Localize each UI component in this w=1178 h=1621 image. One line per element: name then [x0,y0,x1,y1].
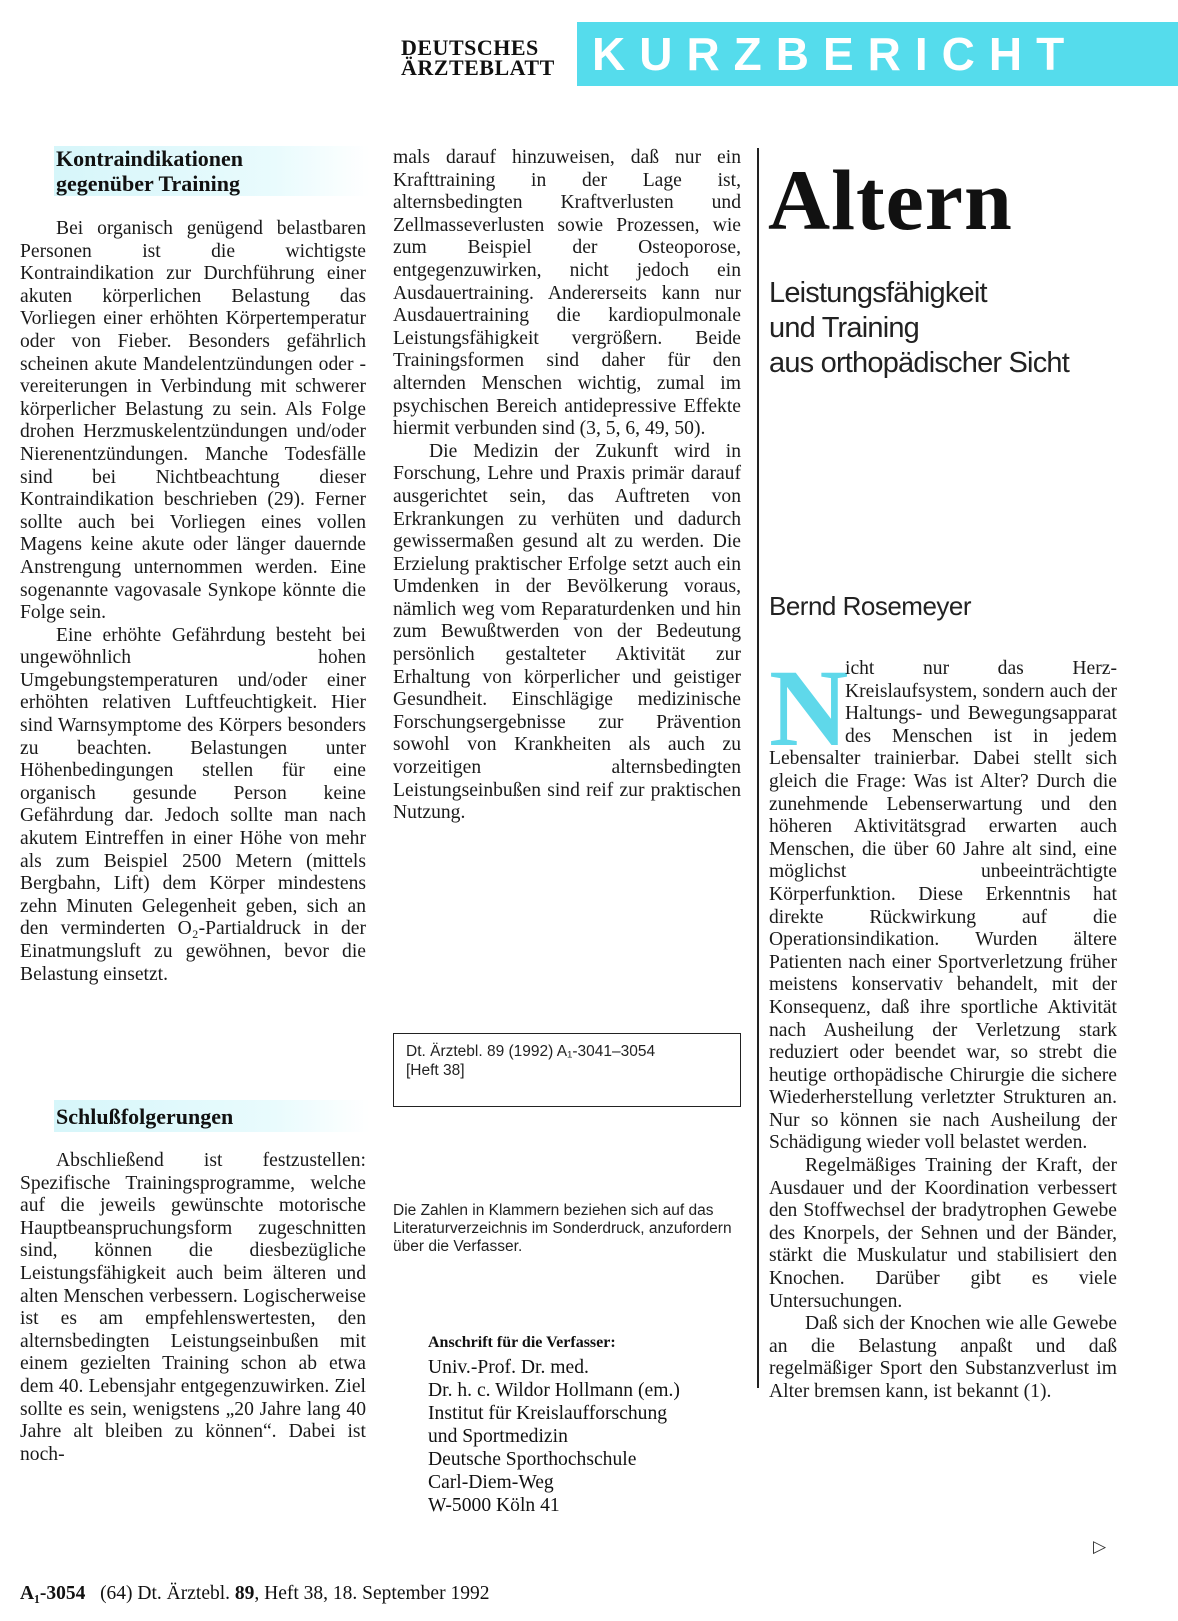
address-line: Dr. h. c. Wildor Hollmann (em.) [428,1380,680,1401]
address-line: Institut für Kreislaufforschung [428,1403,668,1424]
address-label: Anschrift für die Verfasser: [428,1334,616,1351]
address-line: Univ.-Prof. Dr. med. [428,1357,589,1378]
paragraph: mals darauf hinzuweisen, daß nur ein Krafttraining in der Lage ist, alternsbedingten Kraftverlusten und Zellmasseverlusten sowie Prozessen, wie zum Beispiel der Osteoporose, entgegenzuwirken, nicht jedoch ein Ausdauertraining. Andererseits kann nur Ausdauertraining die kardiopulmonale Leistungsfähigkeit vergrößern. Beide Trainingsformen sind daher für den alternden Menschen wichtig, zumal im psychischen Bereich antidepressive Effekte hiermit verbunden sind (3, 5, 6, 49, 50). [393,147,741,440]
address-line: Carl-Diem-Weg [428,1472,554,1493]
subtitle-line: Leistungsfähigkeit [769,277,987,309]
conclusion-heading: Schlußfolgerungen [56,1104,234,1129]
masthead-logo [401,35,571,80]
column-1 [20,218,366,986]
paragraph: Regelmäßiges Training der Kraft, der Ausdauer und der Koordination verbessert den Stoffwechsel der bradytrophen Gewebe des Knorpels, der Sehnen und der Bänder, stärkt die Muskulatur und stabilisiert den Knochen. Darüber gibt es viele Untersuchungen. [769,1155,1117,1312]
section-banner-label: KURZBERICHT [592,28,1079,80]
paragraph: Die Medizin der Zukunft wird in Forschung, Lehre und Praxis primär darauf ausgerichtet sein, das Auftreten von Erkrankungen zu verhüten und dadurch gewissermaßen gesund alt zu werden. Die Erzielung praktischer Erfolge setzt auch ein Umdenken in der Bevölkerung voraus, nämlich weg vom Reparaturdenken und hin zum Bewußtwerden von der Bedeutung persönlich gestalteter Aktivität zur Erhaltung von körperlicher und geistiger Gesundheit. Einschlägige medizinische Forschungsergebnisse zur Prävention sowohl von Krankheiten als auch zu vorzeitigen alternsbedingten Leistungseinbußen sind reif zur praktischen Nutzung. [393,440,741,824]
article-title: Altern [768,152,1013,248]
page-number: A₁-3054 [20,1583,86,1604]
footer-date: , Heft 38, 18. September 1992 [254,1583,490,1604]
article-subtitle [769,276,1159,381]
drop-cap: N [769,647,849,769]
masthead-line2: ÄRZTEBLATT [401,55,555,80]
address-block [428,1356,680,1517]
reference-note: Die Zahlen in Klammern beziehen sich auf das Literaturverzeichnis im Sonderdruck, anzufordern über die Verfasser. [393,1202,732,1255]
page-footer [20,1583,489,1605]
footer-issue: (64) Dt. Ärztebl. [100,1583,231,1604]
column-1-conclusion [20,1150,366,1466]
footer-volume: 89 [234,1583,255,1604]
subtitle-line: aus orthopädischer Sicht [769,347,1069,379]
citation-line1: Dt. Ärztebl. 89 (1992) A₁-3041–3054 [406,1043,656,1060]
paragraph: Eine erhöhte Gefährdung besteht bei ungewöhnlich hohen Umgebungstemperaturen und/oder einer erhöhten relativen Luftfeuchtigkeit. Hier sind Warnsymptome des Körpers besonders zu beachten. Belastungen unter Höhenbedingungen stellen für eine organisch gesunde Person keine Gefährdung dar. Jedoch sollte man nach akutem Eintreffen in einer Höhe von mehr als zum Beispiel 2500 Metern (mittels Bergbahn, Lift) dem Körper mindestens zehn Minuten Gelegenheit geben, sich an den verminderten O₂-Partialdruck in der Einatmungsluft zu gewöhnen, bevor die Belastung einsetzt. [20,624,366,985]
continue-arrow-icon: ▷ [1093,1537,1107,1556]
column-3 [769,647,1117,1404]
dropcap-spacer [769,658,845,748]
column-divider [757,148,759,1388]
paragraph: Abschließend ist festzustellen: Spezifische Trainingsprogramme, welche auf die jeweils gewünschte motorische Hauptbeanspruchungsform zugeschnitten sind, können die diesbezügliche Leistungsfähigkeit auch beim älteren und alten Menschen verbessern. Logischerweise ist es am empfehlenswertesten, den alternsbedingten Leistungseinbußen mit einem gezielten Training schon ab etwa dem 40. Lebensjahr entgegenzuwirken. Ziel sollte es sein, wenigstens „20 Jahre lang 40 Jahre alt bleiben zu können“. Dabei ist noch- [20,1150,366,1465]
address-line: Deutsche Sporthochschule [428,1449,637,1470]
address-line: W-5000 Köln 41 [428,1495,560,1516]
paragraph: Daß sich der Knochen wie alle Gewebe an die Belastung anpaßt und daß regelmäßiger Sport den Substanzverlust im Alter bremsen kann, ist bekannt (1). [769,1313,1117,1402]
masthead-line1: DEUTSCHES [401,35,539,60]
paragraph: Bei organisch genügend belastbaren Personen ist die wichtigste Kontraindikation zur Durchführung einer akuten körperlichen Belastung das Vorliegen einer erhöhten Körpertemperatur oder von Fieber. Besonders gefährlich scheinen akute Mandelentzündungen oder -vereiterungen in Verbindung mit schwerer körperlicher Belastung zu sein. Als Folge drohen Herzmuskelentzündungen und/oder Nierenentzündungen. Manche Todesfälle sind bei Nichtbeachtung dieser Kontraindikation beschrieben (29). Ferner sollte auch bei Vorliegen eines vollen Magens keine akute oder länger dauernde Anstrengung unternommen werden. Eine sogenannte vagovasale Synkope könnte die Folge sein. [20,218,366,624]
article-author: Bernd Rosemeyer [769,591,972,621]
address-line: und Sportmedizin [428,1426,568,1447]
contra-heading-line1: Kontraindikationen [56,146,244,171]
citation-line2: [Heft 38] [406,1062,465,1079]
column-2 [393,147,741,825]
paragraph: icht nur das Herz-Kreislaufsystem, sondern auch der Haltungs- und Bewegungsapparat des Menschen ist in jedem Lebensalter trainierbar. Dabei stellt sich gleich die Frage: Was ist Alter? Durch die zunehmende Lebenserwartung und den höheren Aktivitätsgrad erwarten auch Menschen, die über 60 Jahre alt sind, eine möglichst unbeeinträchtigte Körperfunktion. Diese Erkenntnis hat direkte Rückwirkung auf die Operationsindikation. Wurden ältere Patienten nach einer Sportverletzung früher meistens konservativ behandelt, mit der Konsequenz, daß ihre sportliche Aktivität nach Ausheilung der Verletzung stark reduziert oder beendet war, so strebt die heutige orthopädische Chirurgie die sichere Wiederherstellung verletzter Strukturen an. Nur so können sie nach Ausheilung der Schädigung wieder voll belastet werden. [769,658,1117,1154]
subtitle-line: und Training [769,312,920,344]
contra-heading-line2: gegenüber Training [56,171,240,196]
citation-box [393,1033,741,1107]
contra-heading [56,146,243,196]
